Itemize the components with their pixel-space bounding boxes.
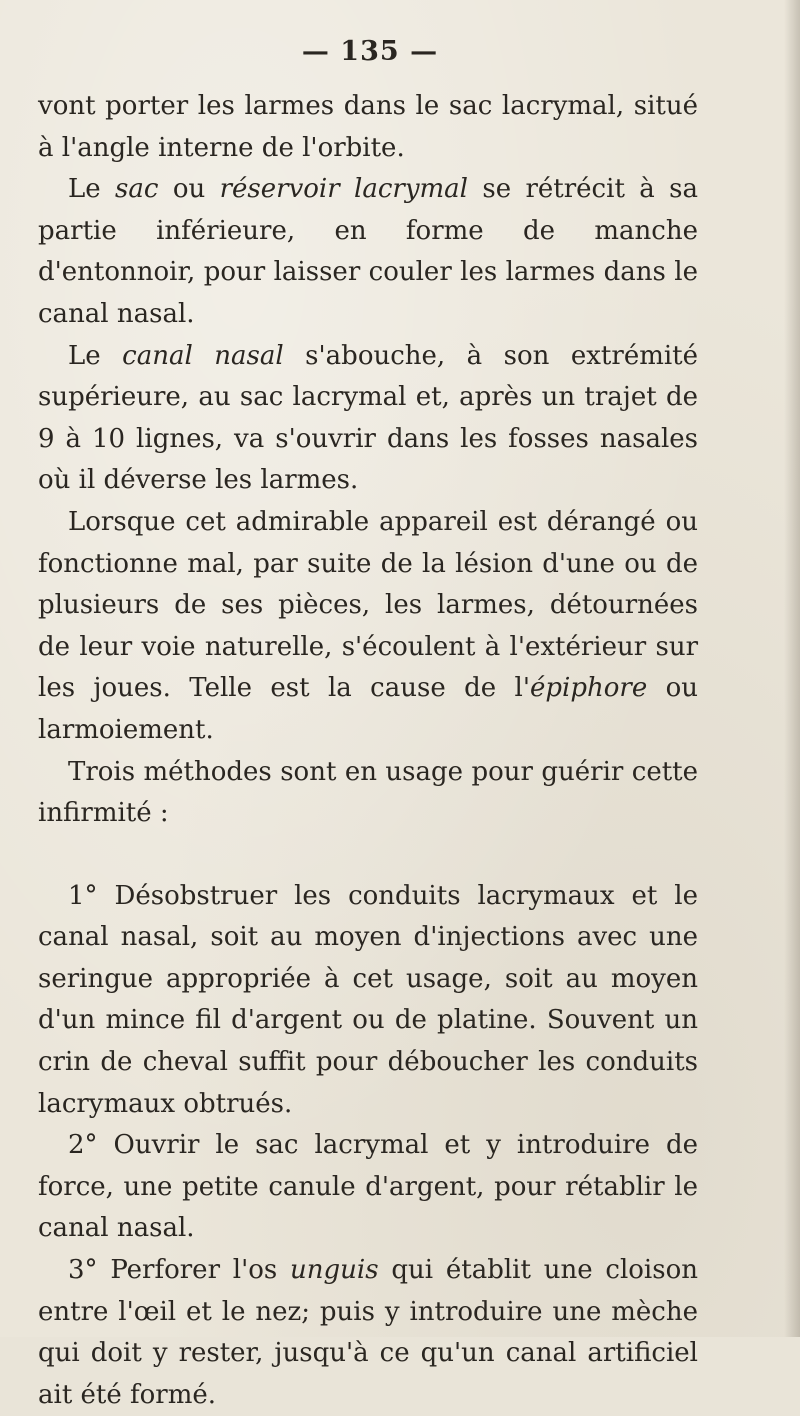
italic-term: canal nasal [122,340,284,371]
text-segment: ou larmoiement. [38,673,698,745]
text-segment: qui établit une cloison entre l'œil et le nez; puis y introduire une mèche qui doit y rester, jusqu'à ce qu'un canal artificiel ait été formé. [38,1255,698,1410]
paragraph-continuation [38,86,698,169]
method-item-3 [38,1250,698,1416]
italic-term: épiphore [530,673,648,704]
paragraph-canal-nasal [38,336,698,502]
text-segment: Lorsque cet admirable appareil est dérangé ou fonctionne mal, par suite de la lésion d'une ou de plusieurs de ses pièces, les larmes, détournées de leur voie naturelle, s'écoulent à l'extérieur sur les joues. Telle est la cause de l' [38,506,698,704]
text-segment: vont porter les larmes dans le sac lacrymal, situé à l'angle interne de l'orbite. [38,91,698,163]
page-number: — 135 — [301,36,439,67]
text-segment: 3° Perforer l'os [68,1255,291,1286]
text-segment: s'abouche, à son extrémité supérieure, au sac lacrymal et, après un trajet de 9 à 10 lignes, va s'ouvrir dans les fosses nasales où il déverse les larmes. [38,340,699,496]
paragraph-methods-intro [38,752,698,835]
italic-term: réservoir lacrymal [219,174,468,205]
text-segment: 1° Désobstruer les conduits lacrymaux et le canal nasal, soit au moyen d'injections avec une seringue appropriée à cet usage, soit au moyen d'un mince fil d'argent ou de platine. Souvent un crin de cheval suffit pour déboucher les conduits lacrymaux obtrués. [38,880,698,1119]
text-segment: se rétrécit à sa partie inférieure, en forme de manche d'entonnoir, pour laisser couler les larmes dans le canal nasal. [38,174,698,329]
page-edge-shadow [784,0,800,1337]
italic-term: unguis [290,1255,379,1286]
text-segment: Le [68,174,116,205]
paragraph-epiphore [38,502,698,752]
text-segment: Trois méthodes sont en usage pour guérir cette infirmité : [38,756,698,829]
paragraph-sac-lacrymal [38,169,698,335]
text-segment: Le [68,340,123,371]
method-item-2 [38,1125,698,1250]
body-text [38,86,698,1416]
text-segment: 2° Ouvrir le sac lacrymal et y introduire de force, une petite canule d'argent, pour rétablir le canal nasal. [38,1130,698,1244]
text-segment: ou [158,174,220,205]
method-item-1 [38,876,698,1126]
italic-term: sac [115,174,159,205]
